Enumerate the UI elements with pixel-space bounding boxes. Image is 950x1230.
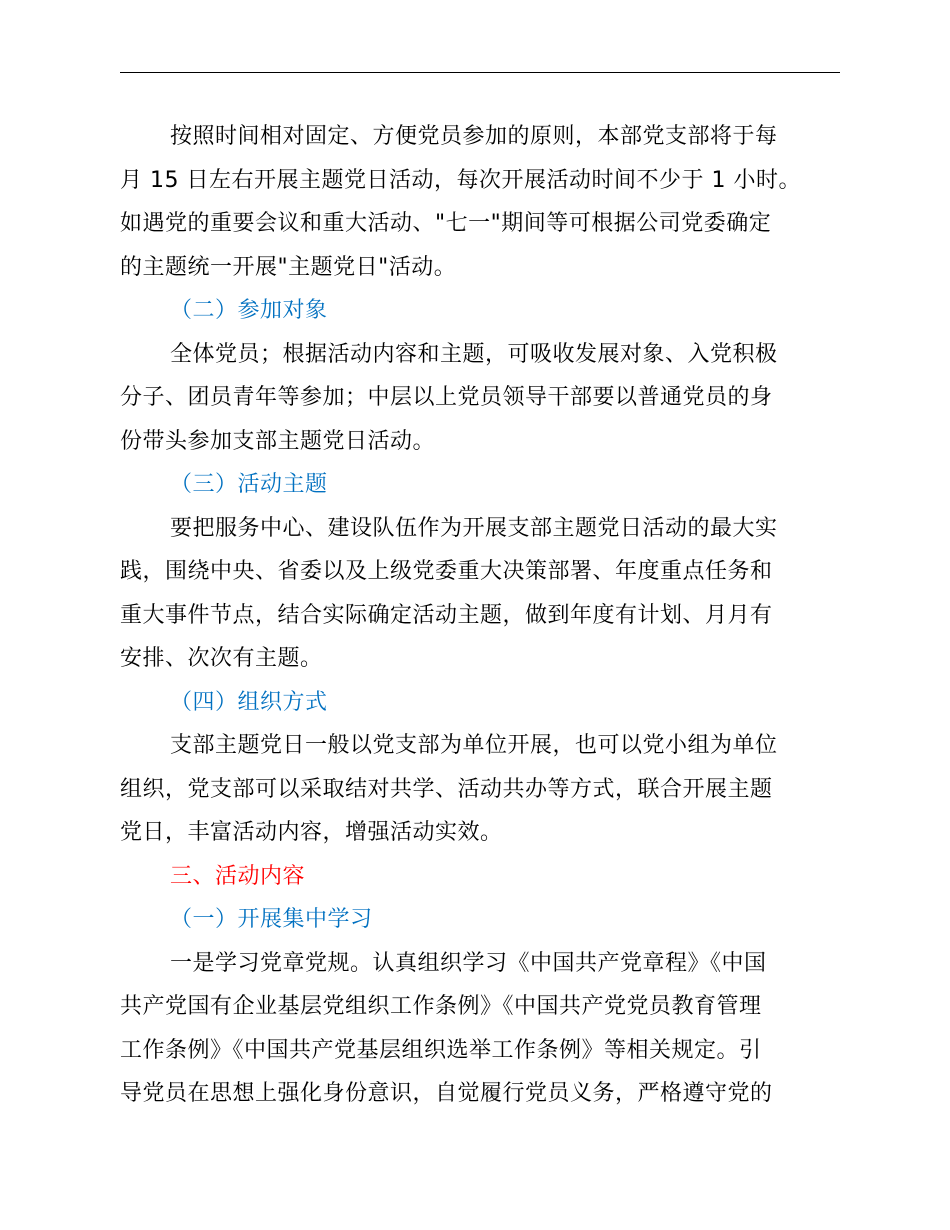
paragraph-line: 重大事件节点，结合实际确定活动主题，做到年度有计划、月月有: [120, 602, 773, 628]
header-rule: [120, 72, 840, 73]
section-heading-participants: （二）参加对象: [170, 298, 328, 323]
paragraph-line: 按照时间相对固定、方便党员参加的原则，本部党支部将于每: [170, 124, 778, 149]
section-heading-study: （一）开展集中学习: [170, 907, 373, 932]
paragraph-line: 一是学习党章党规。认真组织学习《中国共产党章程》《中国: [170, 950, 767, 976]
paragraph-line: 党日，丰富活动内容，增强活动实效。: [120, 820, 503, 845]
paragraph-line: 组织，党支部可以采取结对共学、活动共办等方式，联合开展主题: [120, 776, 773, 802]
paragraph-line: 共产党国有企业基层党组织工作条例》《中国共产党党员教育管理: [120, 994, 762, 1019]
document-body: [120, 115, 840, 1116]
paragraph-line: 践，围绕中央、省委以及上级党委重大决策部署、年度重点任务和: [120, 559, 773, 584]
chapter-heading-content: 三、活动内容: [170, 863, 306, 889]
paragraph-line: 导党员在思想上强化身份意识，自觉履行党员义务，严格遵守党的: [120, 1081, 773, 1106]
paragraph-line: 月 15 日左右开展主题党日活动，每次开展活动时间不少于 1 小时。: [120, 167, 801, 193]
section-heading-theme: （三）活动主题: [170, 472, 328, 497]
paragraph-line: 支部主题党日一般以党支部为单位开展，也可以党小组为单位: [170, 733, 778, 758]
paragraph-line: 工作条例》《中国共产党基层组织选举工作条例》等相关规定。引: [120, 1037, 762, 1063]
paragraph-line: 如遇党的重要会议和重大活动、"七一"期间等可根据公司党委确定: [120, 211, 772, 236]
paragraph-line: 的主题统一开展"主题党日"活动。: [120, 254, 457, 280]
paragraph-line: 份带头参加支部主题党日活动。: [120, 428, 436, 454]
paragraph-line: 安排、次次有主题。: [120, 646, 323, 671]
paragraph-line: 全体党员；根据活动内容和主题，可吸收发展对象、入党积极: [170, 341, 778, 367]
paragraph-line: 分子、团员青年等参加；中层以上党员领导干部要以普通党员的身: [120, 385, 773, 410]
section-heading-organization: （四）组织方式: [170, 689, 328, 715]
paragraph-line: 要把服务中心、建设队伍作为开展支部主题党日活动的最大实: [170, 515, 778, 541]
